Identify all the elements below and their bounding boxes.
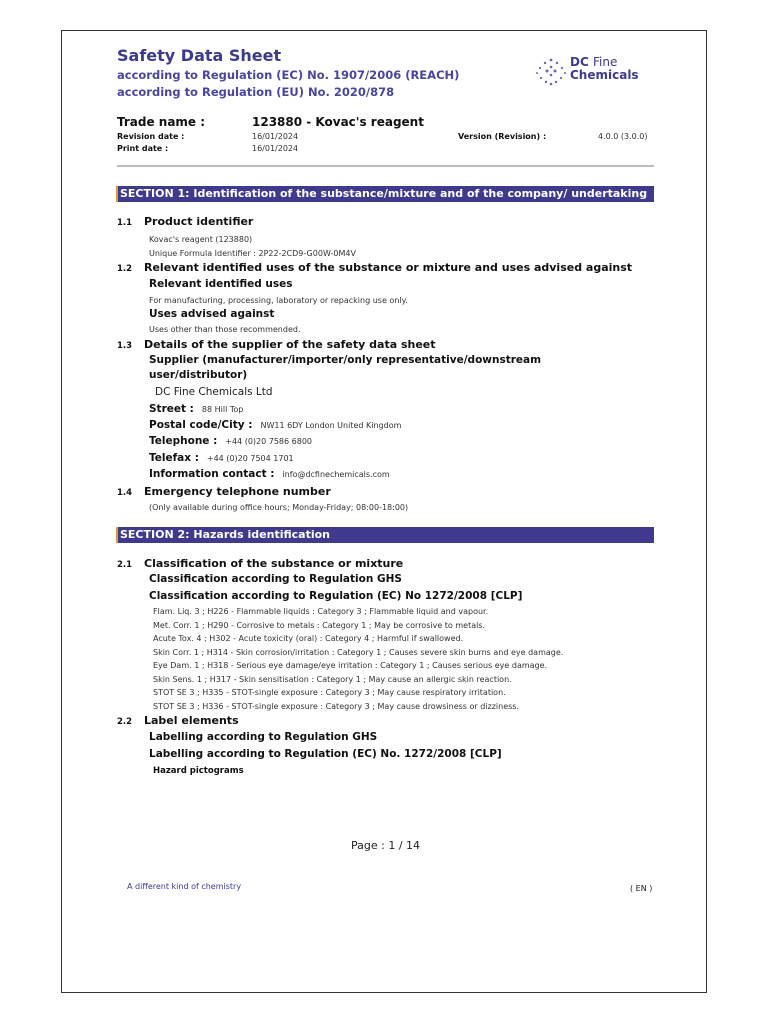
company-logo xyxy=(534,56,644,88)
section-2-1-title: Classification of the substance or mixture xyxy=(144,557,404,570)
section-1-3-title: Details of the supplier of the safety data sheet xyxy=(144,338,436,351)
footer-tagline: A different kind of chemistry xyxy=(127,882,242,891)
telefax-label: Telefax : xyxy=(149,452,199,464)
section-1-header: SECTION 1: Identification of the substance/mixture and of the company/ undertaking xyxy=(116,186,654,202)
logo-dc: DC xyxy=(570,55,589,69)
section-1-3-number: 1.3 xyxy=(117,341,133,351)
advised-against-text: Uses other than those recommended. xyxy=(149,325,301,334)
regulation-eu: according to Regulation (EU) No. 2020/878 xyxy=(117,85,395,99)
telefax-row xyxy=(149,452,294,464)
information-contact-value: info@dcfinechemicals.com xyxy=(282,470,390,479)
street-row xyxy=(149,403,243,415)
header-divider xyxy=(117,165,654,167)
logo-chemicals: Chemicals xyxy=(570,68,639,82)
section-1-2-title: Relevant identified uses of the substance or mixture and uses advised against xyxy=(144,261,633,274)
relevant-uses-title: Relevant identified uses xyxy=(149,278,293,290)
classification-item: Flam. Liq. 3 ; H226 - Flammable liquids : Category 3 ; Flammable liquid and vapour. xyxy=(153,607,489,616)
classification-item: Acute Tox. 4 ; H302 - Acute toxicity (oral) : Category 4 ; Harmful if swallowed. xyxy=(153,634,464,643)
telephone-value: +44 (0)20 7586 6800 xyxy=(225,437,313,446)
classification-ghs-title: Classification according to Regulation GHS xyxy=(149,573,402,585)
emergency-hours-text: (Only available during office hours; Monday-Friday; 08:00-18:00) xyxy=(149,503,409,512)
version-label: Version (Revision) : xyxy=(458,132,547,141)
street-label: Street : xyxy=(149,403,194,415)
relevant-uses-text: For manufacturing, processing, laboratory or repacking use only. xyxy=(149,296,408,305)
section-1-4-number: 1.4 xyxy=(117,488,133,498)
section-2-2-number: 2.2 xyxy=(117,717,133,727)
revision-date-label: Revision date : xyxy=(117,132,185,141)
unique-formula-identifier: Unique Formula Identifier : 2P22-2CD9-G00W-0M4V xyxy=(149,249,356,258)
telephone-label: Telephone : xyxy=(149,435,218,447)
document-title: Safety Data Sheet xyxy=(117,46,282,65)
page-number: Page : 1 / 14 xyxy=(351,839,421,852)
telefax-value: +44 (0)20 7504 1701 xyxy=(206,454,294,463)
classification-clp-title: Classification according to Regulation (EC) No 1272/2008 [CLP] xyxy=(149,590,523,602)
section-2-1-number: 2.1 xyxy=(117,560,133,570)
hazard-pictograms-title: Hazard pictograms xyxy=(153,766,244,776)
print-date-label: Print date : xyxy=(117,144,169,153)
postal-row xyxy=(149,419,401,431)
section-1-1-number: 1.1 xyxy=(117,218,133,228)
footer-language: ( EN ) xyxy=(630,884,653,893)
section-1-2-number: 1.2 xyxy=(117,264,133,274)
company-name: DC Fine Chemicals Ltd xyxy=(155,386,273,398)
section-1-4-title: Emergency telephone number xyxy=(144,485,331,498)
version-value: 4.0.0 (3.0.0) xyxy=(598,132,648,141)
logo-fine: Fine xyxy=(592,55,618,69)
classification-item: Eye Dam. 1 ; H318 - Serious eye damage/eye irritation : Category 1 ; Causes serious eye damage. xyxy=(153,661,548,670)
advised-against-title: Uses advised against xyxy=(149,308,275,320)
supplier-title-line-2: user/distributor) xyxy=(149,369,248,381)
street-value: 88 Hill Top xyxy=(201,405,244,414)
section-2-2-title: Label elements xyxy=(144,714,239,727)
regulation-reach: according to Regulation (EC) No. 1907/2006 (REACH) xyxy=(117,68,460,82)
revision-date-value: 16/01/2024 xyxy=(252,132,299,141)
supplier-title-line-1: Supplier (manufacturer/importer/only representative/downstream xyxy=(149,354,542,366)
postal-value: NW11 6DY London United Kingdom xyxy=(260,421,402,430)
classification-item: STOT SE 3 ; H336 - STOT-single exposure : Category 3 ; May cause drowsiness or dizziness. xyxy=(153,702,520,711)
classification-item: STOT SE 3 ; H335 - STOT-single exposure : Category 3 ; May cause respiratory irritation. xyxy=(153,688,506,697)
classification-item: Met. Corr. 1 ; H290 - Corrosive to metals : Category 1 ; May be corrosive to metals. xyxy=(153,621,486,630)
classification-item: Skin Sens. 1 ; H317 - Skin sensitisation : Category 1 ; May cause an allergic skin reaction. xyxy=(153,675,512,684)
section-2-header: SECTION 2: Hazards identification xyxy=(116,527,654,543)
logo-dots-icon xyxy=(534,56,568,86)
telephone-row xyxy=(149,435,312,447)
print-date-value: 16/01/2024 xyxy=(252,144,299,153)
labelling-ghs-title: Labelling according to Regulation GHS xyxy=(149,731,378,743)
classification-item: Skin Corr. 1 ; H314 - Skin corrosion/irritation : Category 1 ; Causes severe skin burns and eye damage. xyxy=(153,648,564,657)
information-contact-label: Information contact : xyxy=(149,468,275,480)
trade-name-value: 123880 - Kovac's reagent xyxy=(252,115,424,129)
trade-name-label: Trade name : xyxy=(117,115,206,129)
product-name: Kovac's reagent (123880) xyxy=(149,235,253,244)
labelling-clp-title: Labelling according to Regulation (EC) No. 1272/2008 [CLP] xyxy=(149,748,502,760)
postal-label: Postal code/City : xyxy=(149,419,253,431)
section-1-1-title: Product identifier xyxy=(144,215,254,228)
information-contact-row xyxy=(149,468,390,480)
